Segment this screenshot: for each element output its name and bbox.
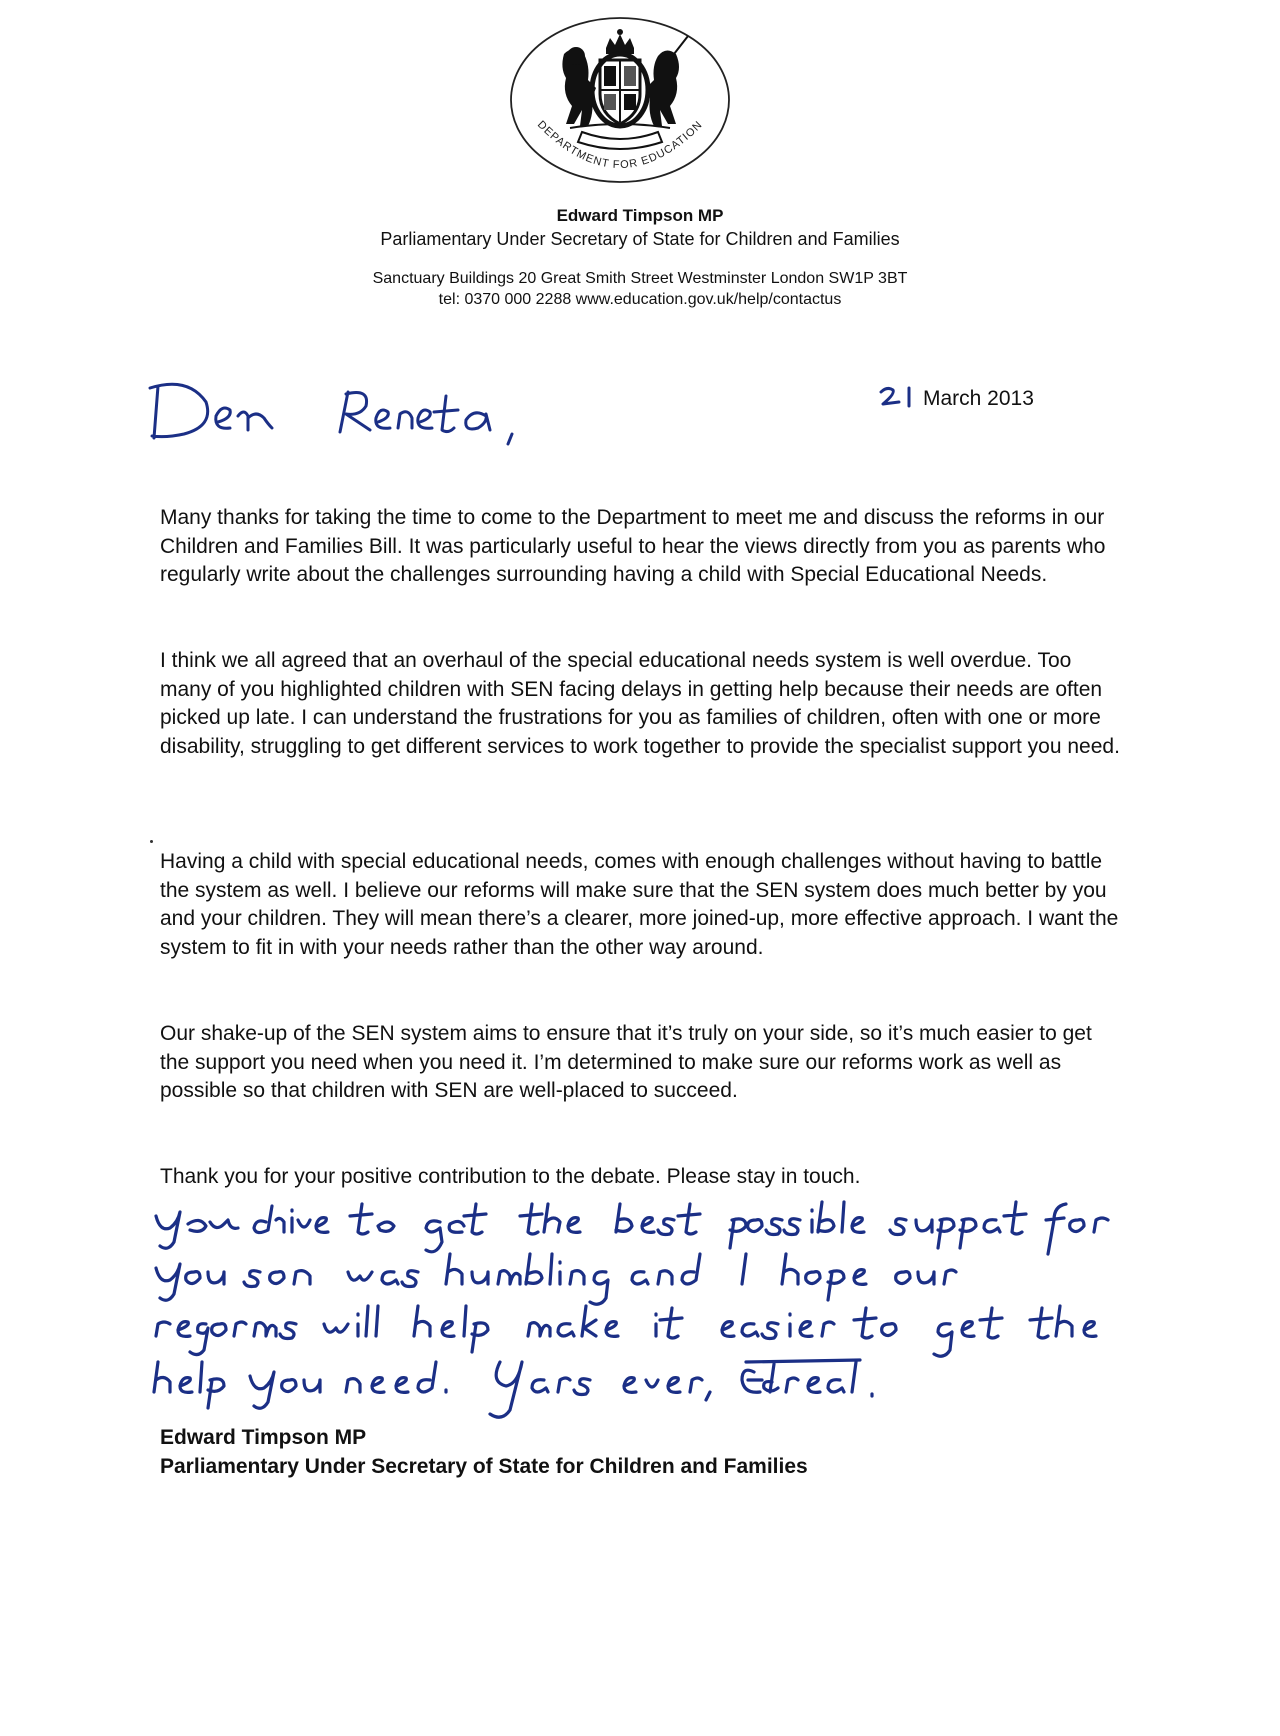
letter-date bbox=[877, 384, 1034, 411]
date-month-year: March 2013 bbox=[923, 387, 1034, 410]
handwritten-day bbox=[877, 384, 919, 408]
department-seal bbox=[508, 14, 732, 186]
paragraph-1: Many thanks for taking the time to come to the Department to meet me and discuss the reforms in our Children and Families Bill. It was particularly useful to hear the views directly from you as parents who regularly write about the challenges surrounding having a child with Special Educational Needs. bbox=[160, 506, 1106, 587]
handwritten-salutation bbox=[148, 372, 608, 452]
signature-role: Parliamentary Under Secretary of State for Children and Families bbox=[160, 1455, 808, 1478]
handwritten-note bbox=[150, 1198, 1130, 1428]
stray-mark bbox=[150, 840, 153, 843]
paragraph-4: Our shake-up of the SEN system aims to ensure that it’s truly on your side, so it’s much easier to get the support you need when you need it. I’m determined to make sure our reforms work as well as possible so that children with SEN are well-placed to succeed. bbox=[160, 1022, 1092, 1103]
letterhead-contact: tel: 0370 000 2288 www.education.gov.uk/help/contactus bbox=[438, 291, 842, 308]
signature-name: Edward Timpson MP bbox=[160, 1426, 367, 1449]
letterhead-name: Edward Timpson MP bbox=[556, 206, 724, 225]
letterhead-address: Sanctuary Buildings 20 Great Smith Street Westminster London SW1P 3BT bbox=[372, 270, 908, 287]
paragraph-3: Having a child with special educational needs, comes with enough challenges without having to battle the system as well. I believe our reforms will make sure that the SEN system does much better by you and your children. They will mean there’s a clearer, more joined-up, more effective approach. I want the system to fit in with your needs rather than the other way around. bbox=[160, 850, 1119, 959]
royal-crest-icon bbox=[508, 14, 732, 186]
letterhead-role: Parliamentary Under Secretary of State for Children and Families bbox=[380, 229, 900, 249]
svg-text:DEPARTMENT FOR EDUCATION: DEPARTMENT FOR EDUCATION bbox=[534, 118, 706, 172]
paragraph-5: Thank you for your positive contribution to the debate. Please stay in touch. bbox=[160, 1165, 861, 1188]
paragraph-2: I think we all agreed that an overhaul of the special educational needs system is well overdue. Too many of you highlighted children with SEN facing delays in getting help because their needs are often picked up late. I can understand the frustrations for you as families of children, often with one or more disability, struggling to get different services to work together to provide the specialist support you need. bbox=[160, 649, 1120, 758]
